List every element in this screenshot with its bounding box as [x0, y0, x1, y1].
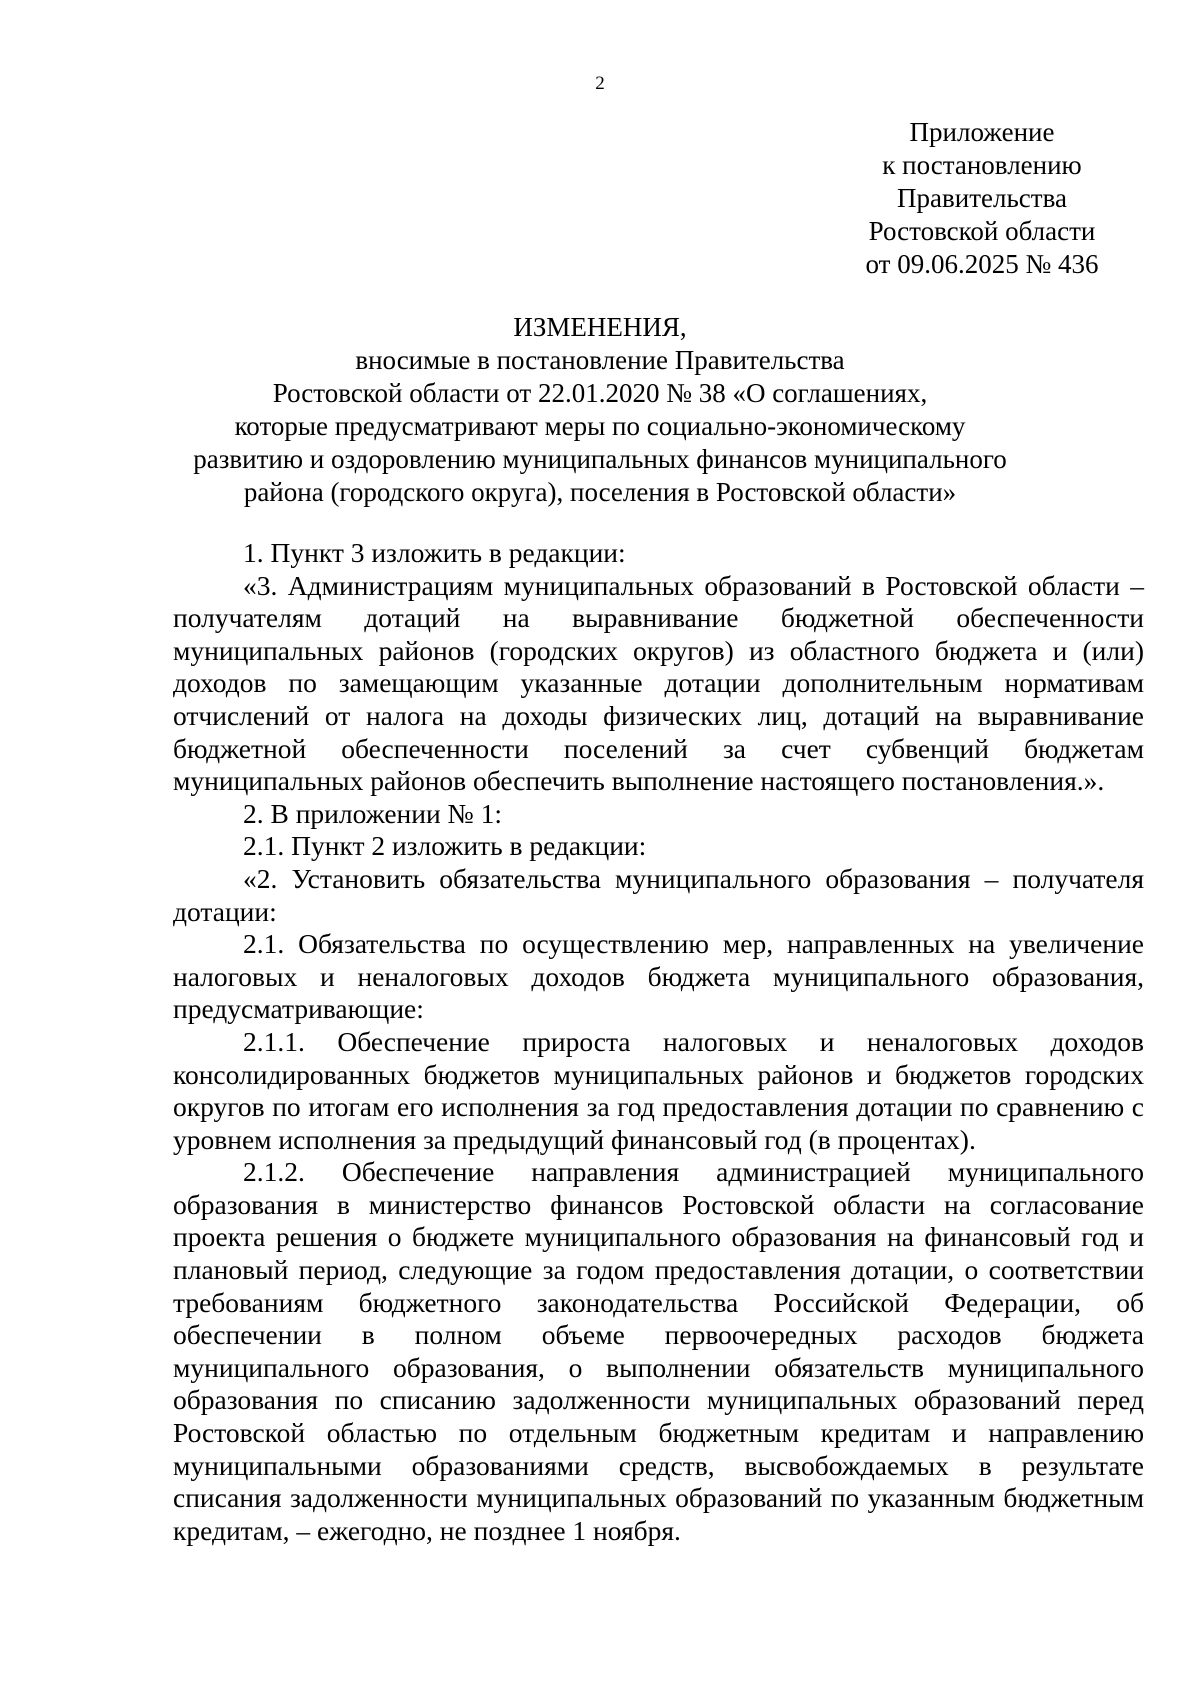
paragraph: «3. Администрациям муниципальных образований в Ростовской области – получателям дотаций на выравнивание бюджетной обеспеченности муниципальных районов (городских округов) из областного бюджета и (или) доходов по замещающим указанные дотации дополнительным нормативам отчислений от налога на доходы физических лиц, дотаций на выравнивание бюджетной обеспеченности поселений за счет субвенций бюджетам муниципальных районов обеспечить выполнение настоящего постановления.». [173, 569, 1144, 797]
paragraph: 2.1. Обязательства по осуществлению мер, направленных на увеличение налоговых и неналоговых доходов бюджета муниципального образования, предусматривающие: [173, 928, 1144, 1025]
appendix-line: от 09.06.2025 № 436 [865, 249, 1099, 279]
paragraph: 1. Пункт 3 изложить в редакции: [243, 537, 626, 568]
page-number: 2 [595, 73, 605, 94]
paragraph: «2. Установить обязательства муниципального образования – получателя дотации: [173, 862, 1144, 927]
paragraph: 2.1. Пункт 2 изложить в редакции: [243, 830, 647, 862]
document-title [140, 311, 1060, 509]
appendix-line: Правительства [897, 183, 1067, 213]
paragraph: 2. В приложении № 1: [243, 797, 503, 829]
title-line: которые предусматривают меры по социально-экономическому [234, 411, 966, 441]
document-body [173, 537, 1144, 1547]
appendix-line: Ростовской области [868, 216, 1096, 246]
paragraph: 2.1.2. Обеспечение направления администрацией муниципального образования в министерство финансов Ростовской области на согласование проекта решения о бюджете муниципального образования на финансовый год и плановый период, следующие за годом предоставления дотации, о соответствии требованиям бюджетного законодательства Российской Федерации, об обеспечении в полном объеме первоочередных расходов бюджета муниципального образования, о выполнении обязательств муниципального образования по списанию задолженности муниципальных образований перед Ростовской областью по отдельным бюджетным кредитам и направлению муниципальными образованиями средств, высвобождаемых в результате списания задолженности муниципальных образований по указанным бюджетным кредитам, – ежегодно, не позднее 1 ноября. [173, 1156, 1144, 1546]
title-line: развитию и оздоровлению муниципальных финансов муниципального [193, 444, 1007, 474]
title-heading: ИЗМЕНЕНИЯ, [513, 312, 687, 342]
appendix-line: Приложение [909, 117, 1055, 147]
appendix-line: к постановлению [882, 150, 1082, 180]
title-line: вносимые в постановление Правительства [355, 345, 845, 375]
title-line: района (городского округа), поселения в Ростовской области» [243, 477, 957, 507]
title-line: Ростовской области от 22.01.2020 № 38 «О соглашениях, [272, 378, 928, 408]
paragraph: 2.1.1. Обеспечение прироста налоговых и неналоговых доходов консолидированных бюджетов муниципальных районов и бюджетов городских округов по итогам его исполнения за год предоставления дотации по сравнению с уровнем исполнения за предыдущий финансовый год (в процентах). [173, 1025, 1144, 1155]
appendix-stamp [832, 116, 1132, 281]
